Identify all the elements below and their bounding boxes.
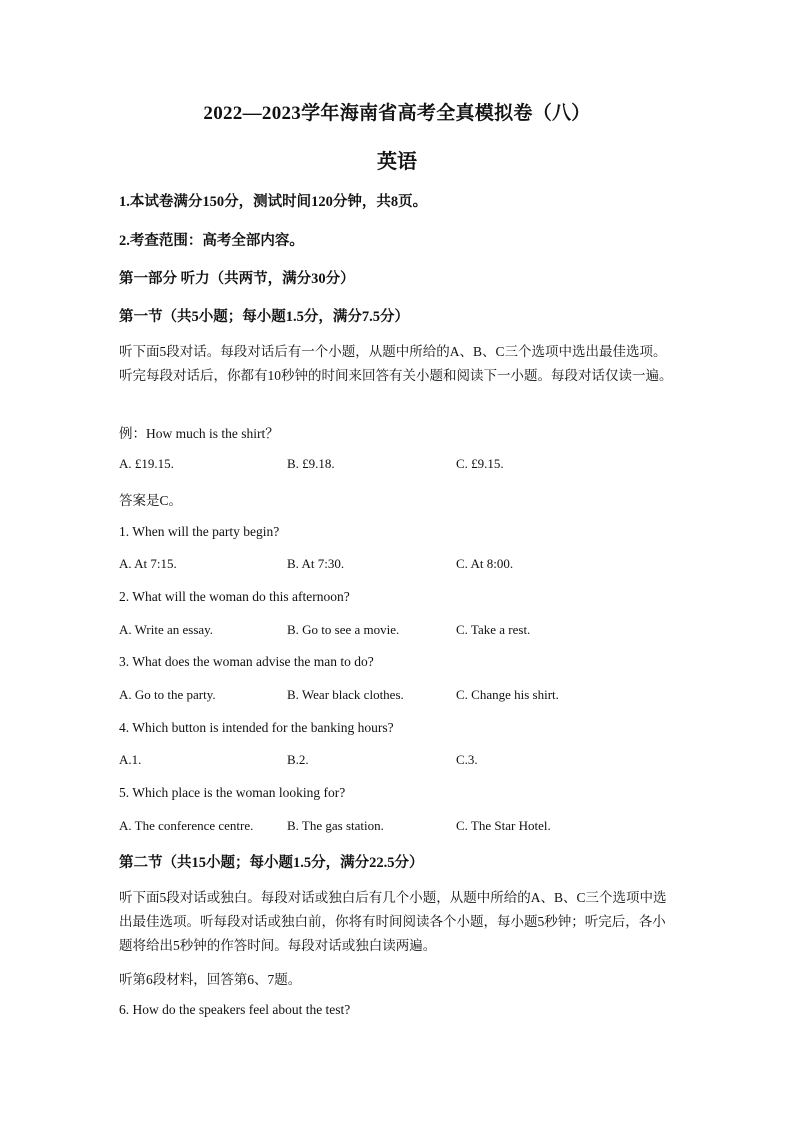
exam-title: 2022—2023学年海南省高考全真模拟卷（八）: [203, 103, 591, 124]
question-5: 5. Which place is the woman looking for?: [119, 785, 346, 800]
option-c: C.3.: [456, 752, 478, 767]
note-1: 1.本试卷满分150分，测试时间120分钟，共8页。: [119, 194, 428, 210]
option-a: A. £19.15.: [119, 456, 174, 471]
question-6: 6. How do the speakers feel about the test?: [119, 1002, 351, 1017]
option-b: B. The gas station.: [287, 818, 384, 833]
option-a: A. Go to the party.: [119, 687, 216, 702]
option-b: B.2.: [287, 752, 309, 767]
note-2: 2.考查范围：高考全部内容。: [119, 233, 304, 249]
example-answer: 答案是C。: [119, 493, 183, 508]
option-b: B. £9.18.: [287, 456, 335, 471]
section2-heading: 第二节（共15小题；每小题1.5分，满分22.5分）: [119, 855, 424, 871]
question-3: 3. What does the woman advise the man to do?: [119, 654, 374, 669]
option-a: A.1.: [119, 752, 142, 767]
option-b: B. Wear black clothes.: [287, 687, 404, 702]
section1-instructions: 听下面5段对话。每段对话后有一个小题，从题中所给的A、B、C三个选项中选出最佳选项。听完每段对话后，你都有10秒钟的时间来回答有关小题和阅读下一小题。每段对话仅读一遍。: [119, 344, 673, 383]
section1-heading: 第一节（共5小题；每小题1.5分，满分7.5分）: [119, 309, 409, 325]
option-a: A. At 7:15.: [119, 556, 177, 571]
option-a: A. The conference centre.: [119, 818, 254, 833]
option-a: A. Write an essay.: [119, 622, 214, 637]
option-c: C. At 8:00.: [456, 556, 514, 571]
question-1: 1. When will the party begin?: [119, 524, 280, 539]
subject-title: 英语: [377, 151, 417, 173]
example-question: 例：How much is the shirt？: [119, 426, 279, 441]
option-c: C. The Star Hotel.: [456, 818, 551, 833]
option-b: B. Go to see a movie.: [287, 622, 400, 637]
part1-heading: 第一部分 听力（共两节，满分30分）: [119, 271, 355, 287]
option-c: C. Take a rest.: [456, 622, 531, 637]
option-c: C. £9.15.: [456, 456, 504, 471]
option-c: C. Change his shirt.: [456, 687, 559, 702]
material-note: 听第6段材料，回答第6、7题。: [119, 972, 302, 987]
option-b: B. At 7:30.: [287, 556, 345, 571]
section2-instructions: 听下面5段对话或独白。每段对话或独白后有几个小题，从题中所给的A、B、C三个选项中选出最佳选项。听每段对话或独白前，你将有时间阅读各个小题，每小题5秒钟；听完后，各小题将给出5秒钟的作答时间。每段对话或独白读两遍。: [119, 890, 667, 953]
question-4: 4. Which button is intended for the banking hours?: [119, 720, 394, 735]
question-2: 2. What will the woman do this afternoon?: [119, 589, 350, 604]
